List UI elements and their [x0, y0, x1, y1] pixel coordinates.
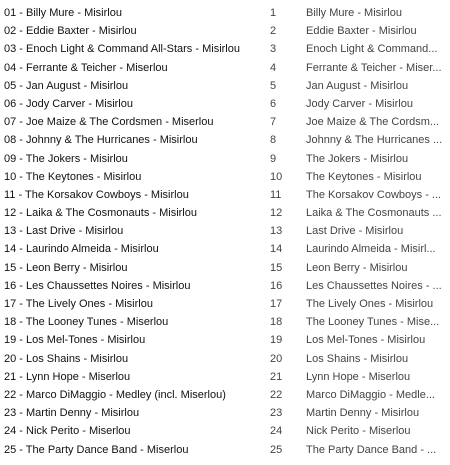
- track-title: Johnny & The Hurricanes ...: [306, 134, 443, 147]
- track-title: Nick Perito - Miserlou: [306, 425, 411, 438]
- file-name-item[interactable]: 07 - Joe Maize & The Cordsmen - Miserlou: [4, 116, 214, 129]
- track-number: 5: [270, 79, 277, 92]
- track-list: [268, 4, 448, 459]
- file-name-item[interactable]: 02 - Eddie Baxter - Misirlou: [4, 25, 137, 38]
- track-row[interactable]: [268, 240, 448, 258]
- file-name-item[interactable]: 14 - Laurindo Almeida - Misirlou: [4, 243, 159, 256]
- track-row[interactable]: [268, 131, 448, 149]
- track-row[interactable]: [268, 59, 448, 77]
- file-name-item[interactable]: 04 - Ferrante & Teicher - Miserlou: [4, 61, 168, 74]
- track-title: The Lively Ones - Misirlou: [306, 298, 434, 310]
- track-row[interactable]: [268, 368, 448, 386]
- file-name-item[interactable]: 22 - Marco DiMaggio - Medley (incl. Miserlou): [4, 388, 226, 401]
- track-title: Laurindo Almeida - Misirl...: [306, 243, 436, 256]
- track-row[interactable]: [268, 186, 448, 204]
- file-name-item[interactable]: 05 - Jan August - Misirlou: [4, 79, 129, 92]
- track-title: The Keytones - Misirlou: [306, 170, 422, 183]
- track-title: Martin Denny - Misirlou: [306, 407, 420, 420]
- file-name-item[interactable]: 23 - Martin Denny - Misirlou: [4, 407, 140, 420]
- file-name-item[interactable]: 20 - Los Shains - Misirlou: [4, 352, 129, 365]
- track-row[interactable]: [268, 40, 448, 58]
- file-name-item[interactable]: 13 - Last Drive - Misirlou: [4, 225, 124, 238]
- track-number: 12: [270, 207, 283, 220]
- file-name-item[interactable]: 19 - Los Mel-Tones - Misirlou: [4, 334, 146, 347]
- track-title: Jan August - Misirlou: [306, 79, 409, 92]
- file-name-item[interactable]: 25 - The Party Dance Band - Miserlou: [4, 443, 189, 456]
- track-row[interactable]: [268, 350, 448, 368]
- track-number: 1: [270, 7, 277, 19]
- track-row[interactable]: [268, 204, 448, 222]
- file-name-item[interactable]: 12 - Laika & The Cosmonauts - Misirlou: [4, 207, 197, 220]
- file-name-item[interactable]: 03 - Enoch Light & Command All-Stars - Misirlou: [4, 43, 240, 56]
- track-number: 11: [270, 188, 282, 201]
- track-title: Los Mel-Tones - Misirlou: [306, 334, 426, 347]
- file-name-item[interactable]: 09 - The Jokers - Misirlou: [4, 152, 128, 165]
- track-number: 10: [270, 170, 283, 183]
- track-number: 6: [270, 97, 277, 110]
- track-title: Lynn Hope - Miserlou: [306, 370, 411, 383]
- track-row[interactable]: [268, 331, 448, 349]
- file-name-list: [4, 4, 266, 459]
- track-row[interactable]: [268, 150, 448, 168]
- track-row[interactable]: [268, 222, 448, 240]
- file-name-item[interactable]: 24 - Nick Perito - Miserlou: [4, 425, 131, 438]
- track-title: Leon Berry - Misirlou: [306, 261, 408, 274]
- track-number: 18: [270, 316, 283, 329]
- track-number: 20: [270, 352, 283, 365]
- track-title: The Looney Tunes - Mise...: [306, 316, 440, 329]
- file-name-item[interactable]: 01 - Billy Mure - Misirlou: [4, 7, 122, 19]
- track-row[interactable]: [268, 168, 448, 186]
- track-number: 19: [270, 334, 283, 347]
- track-row[interactable]: [268, 295, 448, 313]
- track-title: Ferrante & Teicher - Miser...: [306, 61, 442, 74]
- track-row[interactable]: [268, 77, 448, 95]
- track-row[interactable]: [268, 441, 448, 459]
- track-title: Joe Maize & The Cordsm...: [306, 116, 440, 129]
- track-title: The Party Dance Band - ...: [306, 443, 437, 456]
- track-row[interactable]: [268, 277, 448, 295]
- track-number: 14: [270, 243, 283, 256]
- track-row[interactable]: [268, 422, 448, 440]
- track-number: 16: [270, 279, 283, 292]
- track-row[interactable]: [268, 22, 448, 40]
- track-number: 3: [270, 43, 277, 56]
- track-title: Los Shains - Misirlou: [306, 352, 409, 365]
- track-title: Laika & The Cosmonauts ...: [306, 207, 442, 220]
- track-number: 22: [270, 388, 283, 401]
- file-name-item[interactable]: 15 - Leon Berry - Misirlou: [4, 261, 128, 274]
- track-row[interactable]: [268, 259, 448, 277]
- track-number: 2: [270, 25, 277, 38]
- track-title: Marco DiMaggio - Medle...: [306, 388, 435, 401]
- track-title: Jody Carver - Misirlou: [306, 97, 413, 110]
- track-number: 4: [270, 61, 277, 74]
- track-title: Enoch Light & Command...: [306, 43, 438, 56]
- file-name-item[interactable]: 18 - The Looney Tunes - Miserlou: [4, 316, 169, 329]
- track-row[interactable]: [268, 95, 448, 113]
- track-number: 25: [270, 443, 283, 456]
- track-title: Eddie Baxter - Misirlou: [306, 25, 417, 38]
- file-name-item[interactable]: 06 - Jody Carver - Misirlou: [4, 97, 133, 110]
- track-number: 8: [270, 134, 277, 147]
- track-row[interactable]: [268, 404, 448, 422]
- file-name-item[interactable]: 11 - The Korsakov Cowboys - Misirlou: [4, 188, 189, 201]
- file-name-item[interactable]: 16 - Les Chaussettes Noires - Misirlou: [4, 279, 191, 292]
- track-row[interactable]: [268, 386, 448, 404]
- track-number: 7: [270, 116, 277, 129]
- file-name-item[interactable]: 08 - Johnny & The Hurricanes - Misirlou: [4, 134, 198, 147]
- track-title: The Korsakov Cowboys - ...: [306, 188, 442, 201]
- track-number: 21: [270, 370, 283, 383]
- track-title: Last Drive - Misirlou: [306, 225, 404, 238]
- track-title: The Jokers - Misirlou: [306, 152, 409, 165]
- track-title: Les Chaussettes Noires - ...: [306, 279, 442, 292]
- file-name-item[interactable]: 17 - The Lively Ones - Misirlou: [4, 298, 153, 310]
- track-row[interactable]: [268, 313, 448, 331]
- track-title: Billy Mure - Misirlou: [306, 7, 402, 19]
- track-number: 15: [270, 261, 283, 274]
- track-number: 24: [270, 425, 283, 438]
- track-number: 17: [270, 298, 283, 310]
- file-name-item[interactable]: 10 - The Keytones - Misirlou: [4, 170, 142, 183]
- track-row[interactable]: [268, 4, 448, 22]
- track-number: 9: [270, 152, 277, 165]
- track-row[interactable]: [268, 113, 448, 131]
- track-number: 13: [270, 225, 283, 238]
- file-name-item[interactable]: 21 - Lynn Hope - Miserlou: [4, 370, 131, 383]
- track-number: 23: [270, 407, 283, 420]
